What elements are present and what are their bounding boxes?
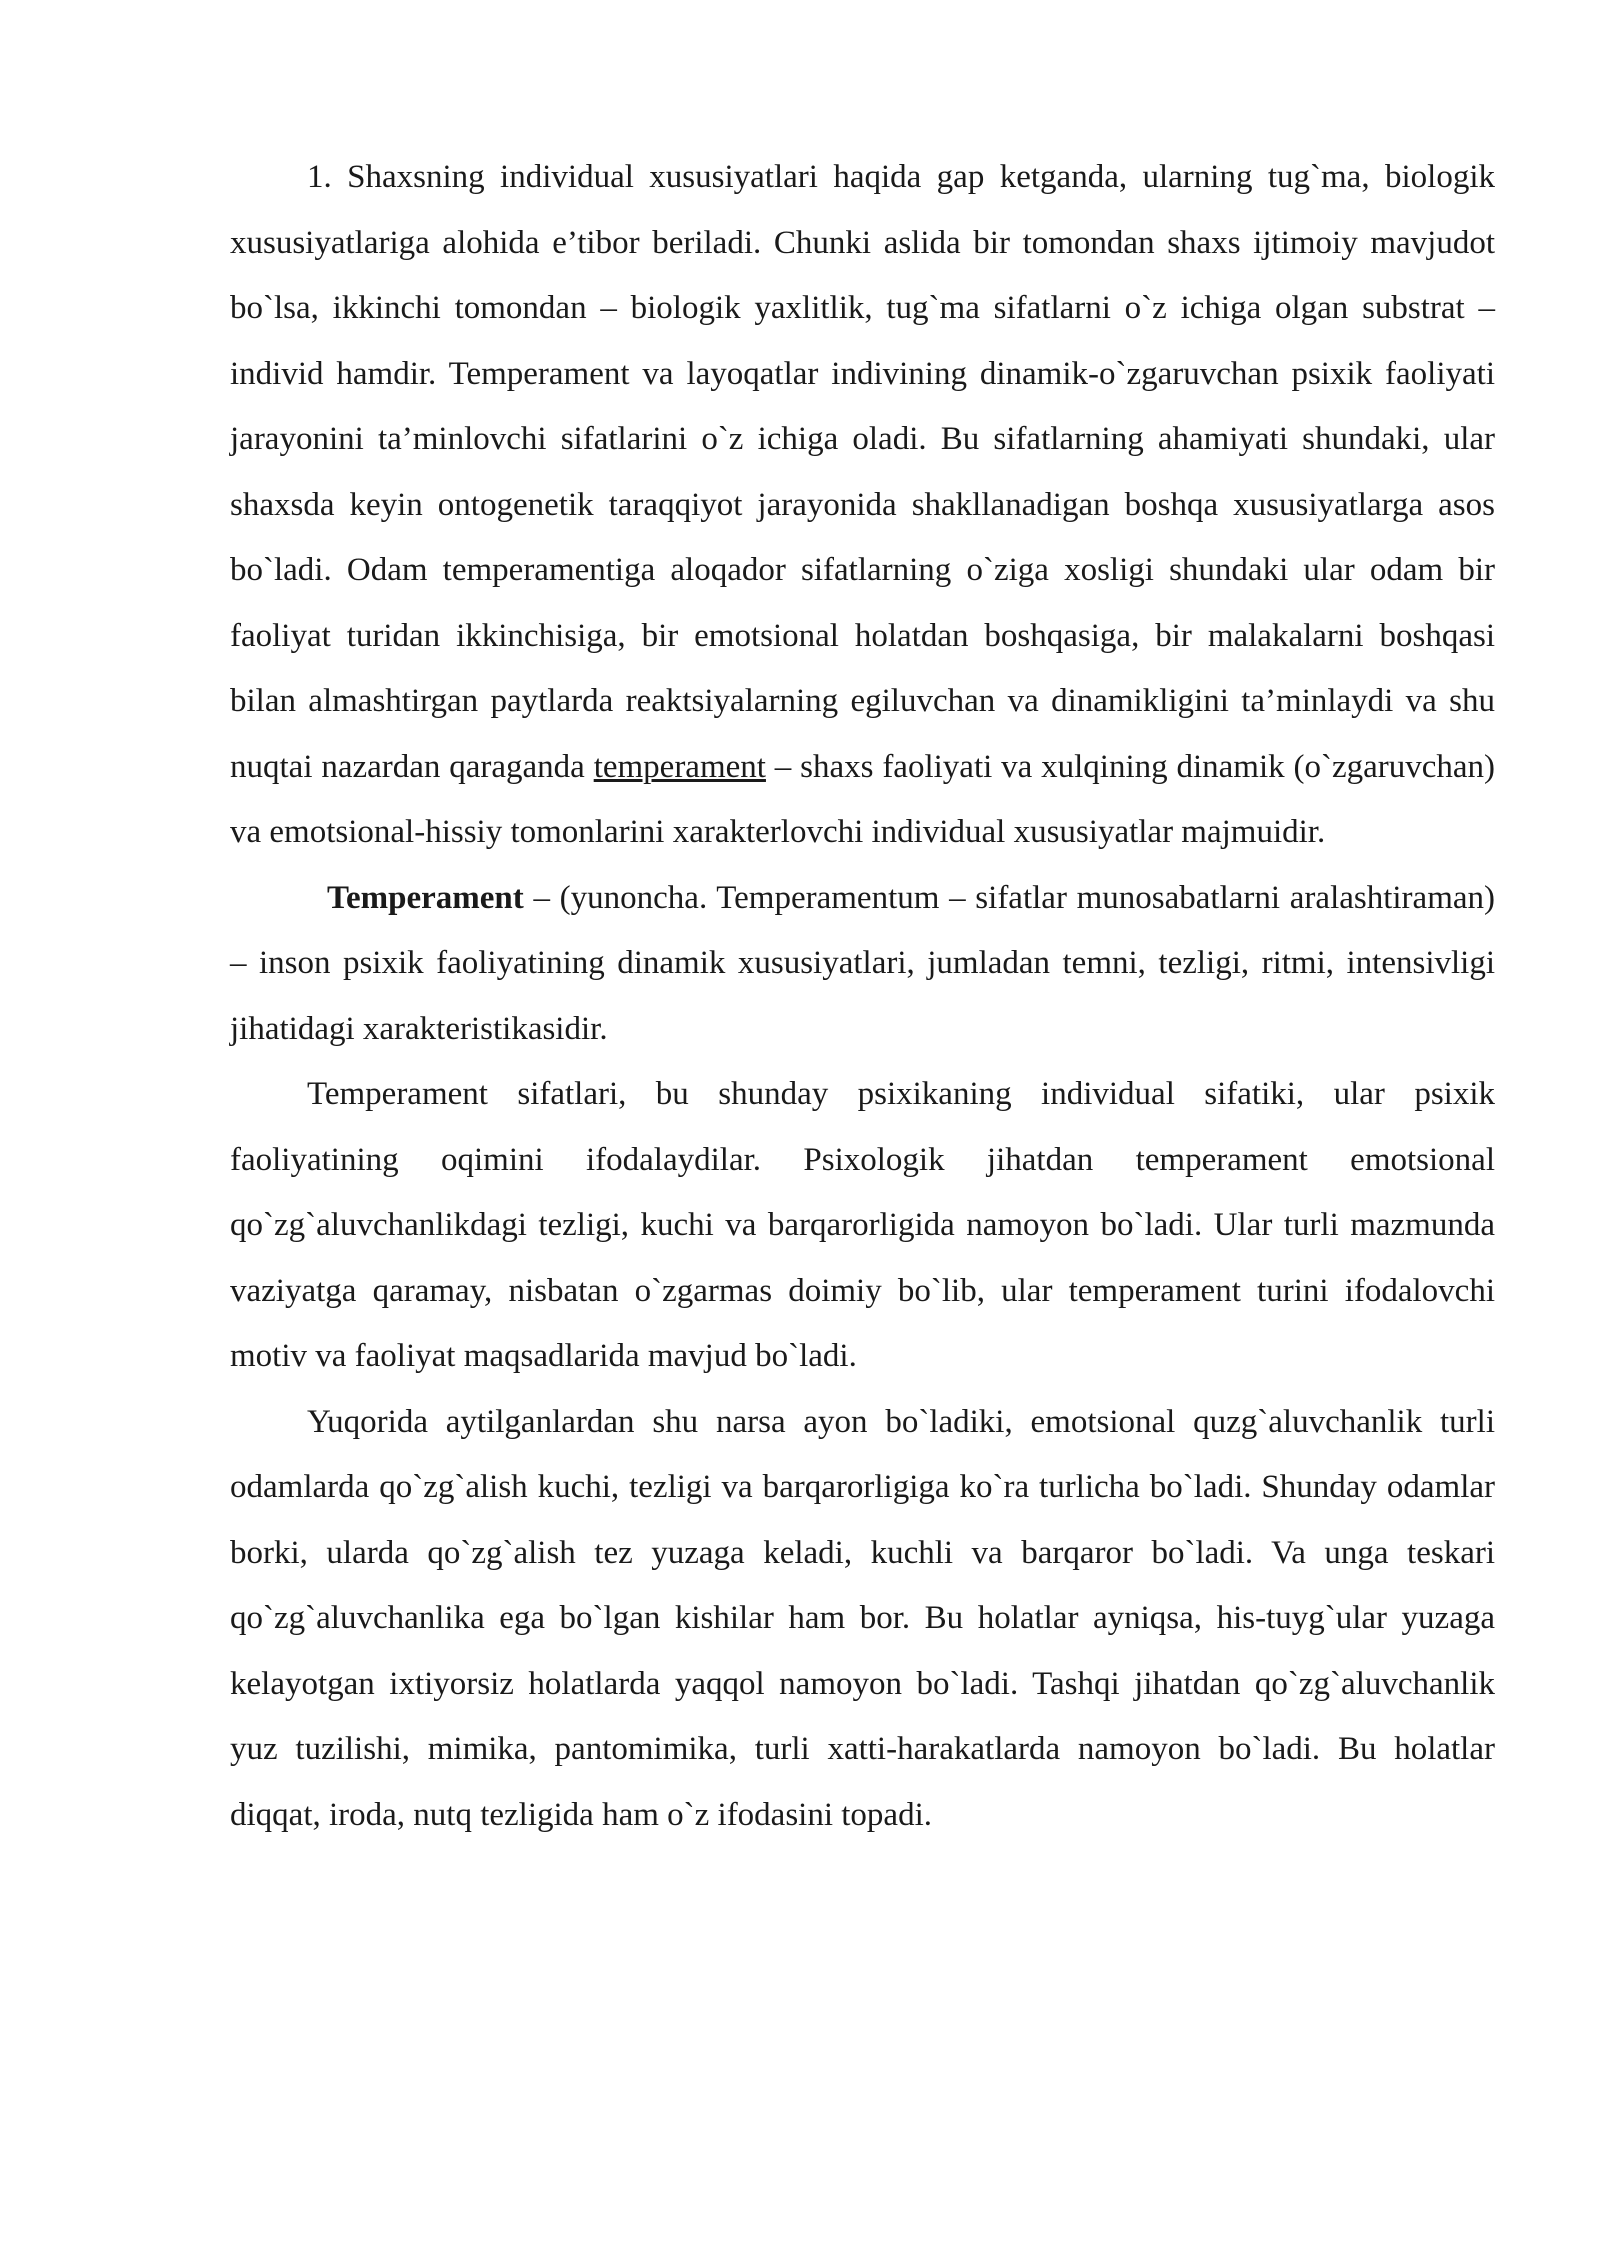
bold-term-temperament: Temperament [327,879,524,916]
document-body [230,145,1495,1848]
paragraph-1 [230,145,1495,866]
paragraph-2-text: – (yunoncha. Temperamentum – sifatlar munosabatlarni aralashtiraman) – inson psixik faoliyatining dinamik xususiyatlari, jumladan temni, tezligi, ritmi, intensivligi jihatidagi xarakteristikasidir. [230,879,1495,1047]
paragraph-1-text-after: – shaxs faoliyati va xulqining dinamik (o`zgaruvchan) va emotsional-hissiy tomonlarini xarakterlovchi individual xususiyatlar majmuidir. [230,748,1496,850]
paragraph-1-text-before: 1. Shaxsning individual xususiyatlari haqida gap ketganda, ularning tug`ma, biologik xususiyatlariga alohida e’tibor beriladi. Chunki aslida bir tomondan shaxs ijtimoiy mavjudot bo`lsa, ikkinchi tomondan – biologik yaxlitlik, tug`ma sifatlarni o`z ichiga olgan substrat – individ hamdir. Temperament va layoqatlar indivining dinamik-o`zgaruvchan psixik faoliyati jarayonini ta’minlovchi sifatlarini o`z ichiga oladi. Bu sifatlarning ahamiyati shundaki, ular shaxsda keyin ontogenetik taraqqiyot jarayonida shakllanadigan boshqa xususiyatlarga asos bo`ladi. Odam temperamentiga aloqador sifatlarning o`ziga xosligi shundaki ular odam bir faoliyat turidan ikkinchisiga, bir emotsional holatdan boshqasiga, bir malakalarni boshqasi bilan almashtirgan paytlarda reaktsiyalarning egiluvchan va dinamikligini ta’minlaydi va shu nuqtai nazardan qaraganda [230,159,1495,785]
paragraph-2-definition [230,866,1495,1063]
underlined-term-temperament: temperament [593,748,766,785]
paragraph-3: Temperament sifatlari, bu shunday psixikaning individual sifatiki, ular psixik faoliyatining oqimini ifodalaydilar. Psixologik jihatdan temperament emotsional qo`zg`aluvchanlikdagi tezligi, kuchi va barqarorligida namoyon bo`ladi. Ular turli mazmunda vaziyatga qaramay, nisbatan o`zgarmas doimiy bo`lib, ular temperament turini ifodalovchi motiv va faoliyat maqsadlarida mavjud bo`ladi. [230,1076,1495,1374]
paragraph-4: Yuqorida aytilganlardan shu narsa ayon bo`ladiki, emotsional quzg`aluvchanlik turli odamlarda qo`zg`alish kuchi, tezligi va barqarorligiga ko`ra turlicha bo`ladi. Shunday odamlar borki, ularda qo`zg`alish tez yuzaga keladi, kuchli va barqaror bo`ladi. Va unga teskari qo`zg`aluvchanlika ega bo`lgan kishilar ham bor. Bu holatlar ayniqsa, his-tuyg`ular yuzaga kelayotgan ixtiyorsiz holatlarda yaqqol namoyon bo`ladi. Tashqi jihatdan qo`zg`aluvchanlik yuz tuzilishi, mimika, pantomimika, turli xatti-harakatlarda namoyon bo`ladi. Bu holatlar diqqat, iroda, nutq tezligida ham o`z ifodasini topadi. [230,1403,1495,1833]
